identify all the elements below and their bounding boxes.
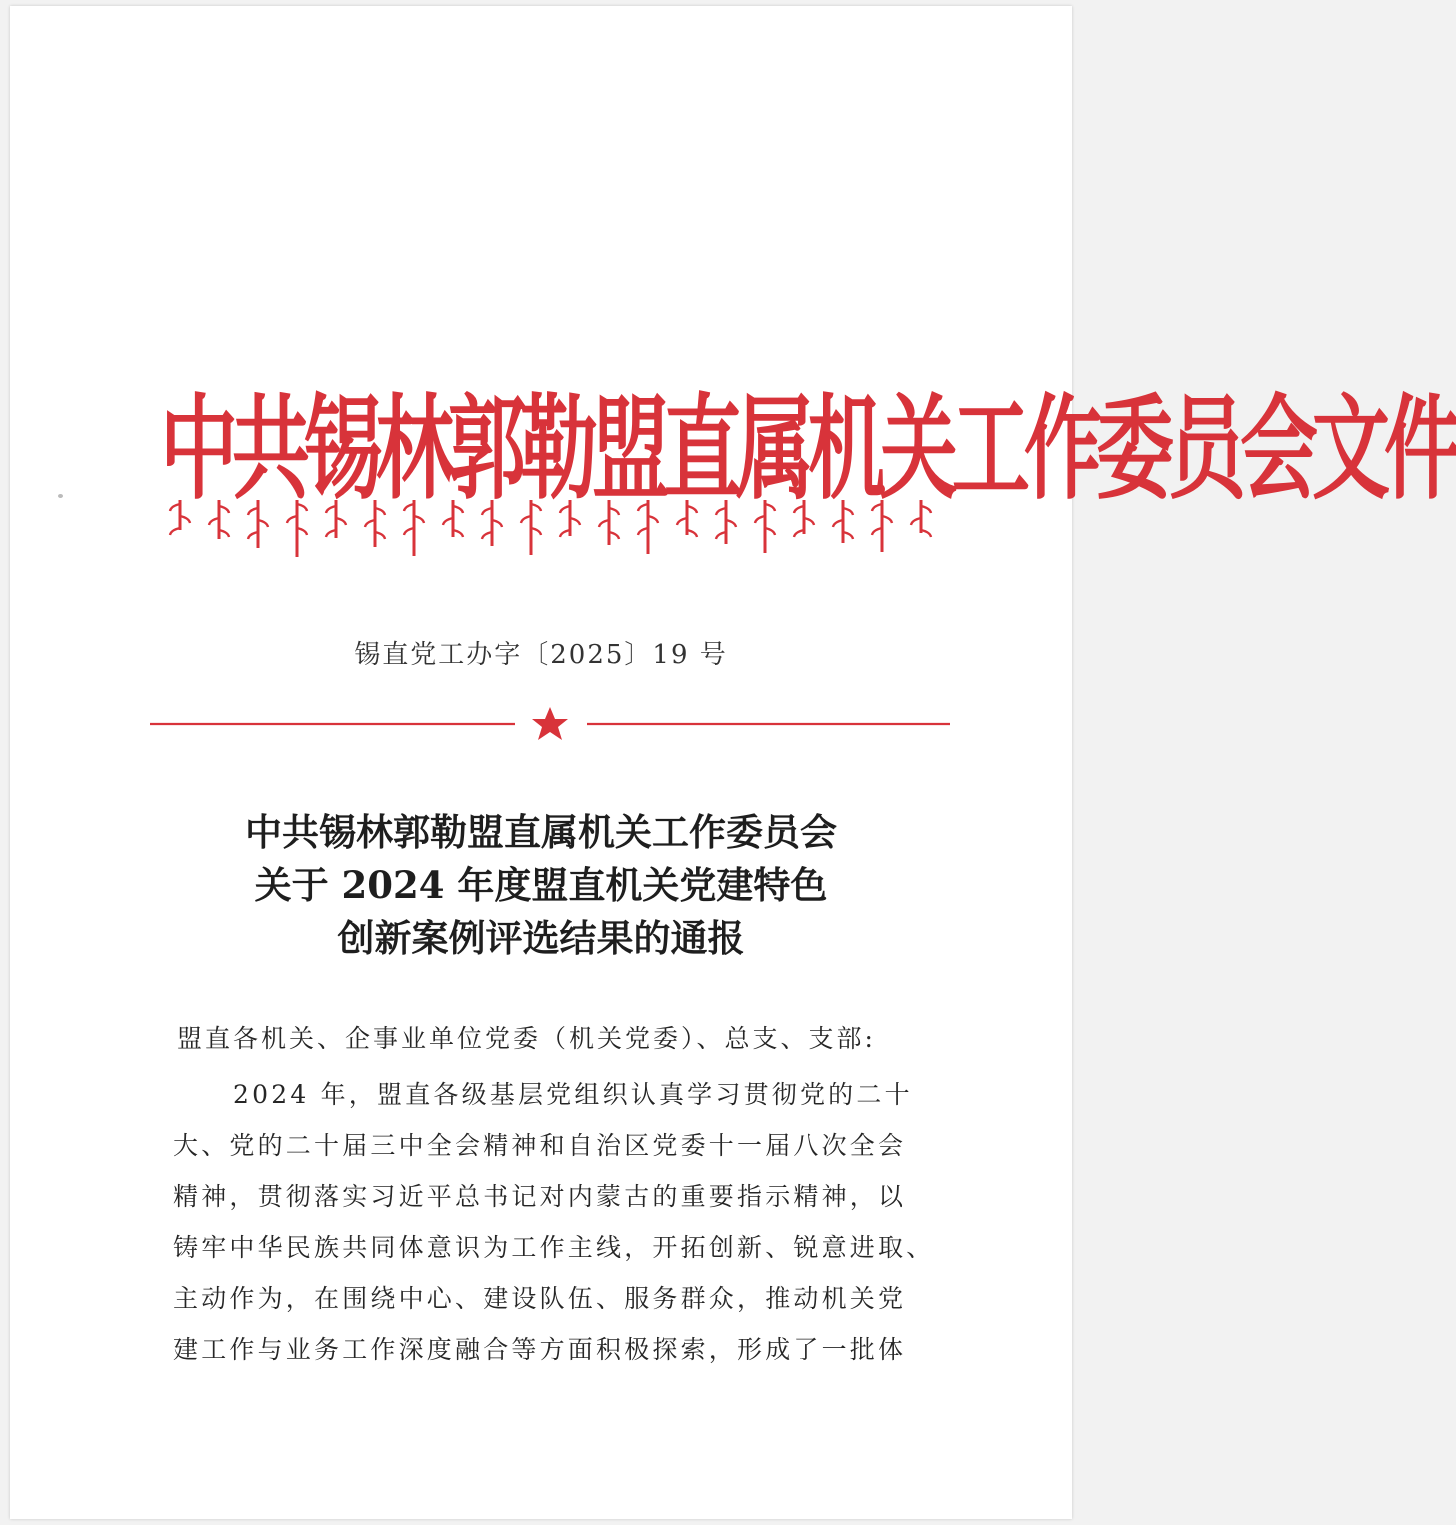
mongolian-glyph: [716, 500, 736, 544]
mongolian-glyph: [521, 500, 541, 555]
body-line: 2024 年，盟直各级基层党组织认真学习贯彻党的二十: [233, 1080, 913, 1109]
mongolian-glyph: [404, 500, 424, 556]
masthead-mongolian-script: [170, 494, 940, 574]
mongolian-glyph: [443, 500, 463, 537]
star-icon: [532, 707, 568, 740]
body-paragraph: [173, 1069, 943, 1375]
document-page: [10, 6, 1456, 1519]
mongolian-glyph: [911, 500, 931, 537]
mongolian-glyph: [287, 500, 307, 557]
title-line: 中共锡林郭勒盟直属机关工作委员会: [245, 810, 837, 854]
mongolian-glyph: [599, 500, 619, 545]
title-line: 关于 2024 年度盟直机关党建特色: [254, 863, 828, 907]
document-number: 锡直党工办字〔2025〕19 号: [354, 640, 728, 670]
masthead-title: 中共锡林郭勒盟直属机关工作委员会文件: [160, 383, 1456, 516]
mongolian-glyph: [170, 500, 190, 535]
mongolian-glyph: [248, 500, 268, 548]
title-line: 创新案例评选结果的通报: [337, 916, 745, 960]
mongolian-glyph: [560, 500, 580, 537]
mongolian-glyph: [755, 500, 775, 553]
mongolian-glyph: [872, 500, 892, 552]
body-line: 大、党的二十届三中全会精神和自治区党委十一届八次全会: [173, 1131, 907, 1160]
mongolian-glyph: [209, 500, 229, 539]
scan-speck: [58, 494, 63, 498]
body-line: 精神，贯彻落实习近平总书记对内蒙古的重要指示精神，以: [173, 1182, 907, 1211]
mongolian-glyph: [482, 500, 502, 546]
mongolian-glyph: [677, 500, 697, 537]
mongolian-glyph: [365, 500, 385, 547]
salutation: 盟直各机关、企事业单位党委（机关党委）、总支、支部:: [177, 1024, 876, 1053]
body-line: 主动作为，在围绕中心、建设队伍、服务群众，推动机关党: [173, 1284, 907, 1313]
mongolian-glyph: [638, 500, 658, 554]
document-title: [10, 806, 1072, 965]
red-divider: [150, 706, 950, 746]
mongolian-glyph: [326, 500, 346, 538]
mongolian-glyph: [833, 500, 853, 543]
body-line: 建工作与业务工作深度融合等方面积极探索，形成了一批体: [173, 1335, 907, 1364]
body-line: 铸牢中华民族共同体意识为工作主线，开拓创新、锐意进取、: [173, 1233, 935, 1262]
mongolian-glyph: [794, 500, 814, 537]
